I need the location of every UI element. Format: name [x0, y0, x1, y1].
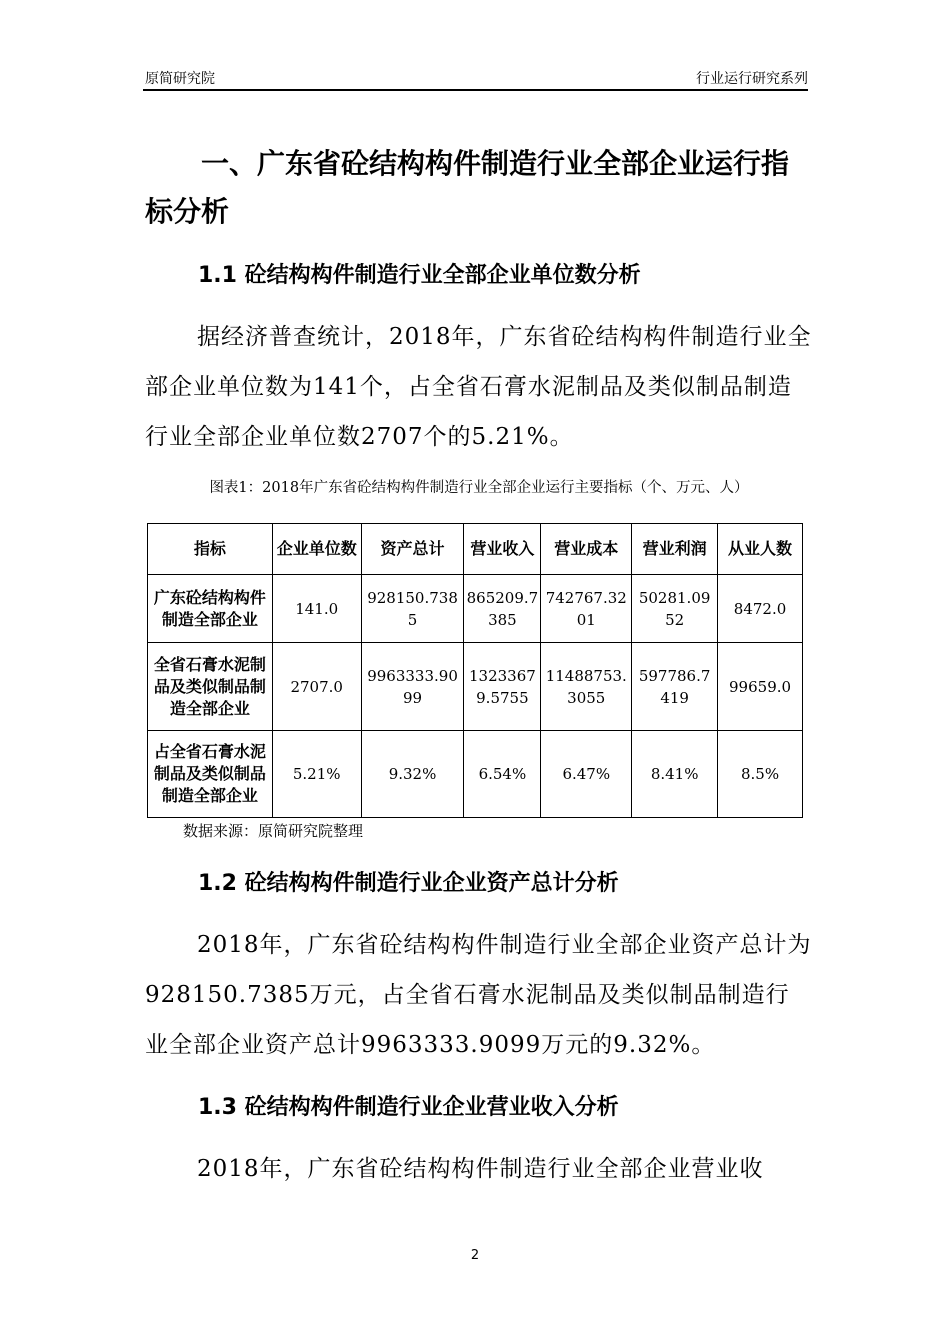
column-header: 企业单位数: [272, 524, 361, 575]
subsection-title-1-1: 1.1 砼结构构件制造行业全部企业单位数分析: [198, 263, 641, 288]
paragraph-1-3: 2018年，广东省砼结构构件制造行业全部企业营业收: [197, 1156, 764, 1182]
table-cell: 6.47%: [541, 731, 632, 818]
table-cell: 8.41%: [632, 731, 718, 818]
column-header: 资产总计: [361, 524, 464, 575]
table-cell: 9963333.9099: [361, 643, 464, 731]
table-cell: 5.21%: [272, 731, 361, 818]
table-row: [148, 575, 803, 643]
header-left: 原简研究院: [145, 71, 215, 87]
table-cell: 11488753.3055: [541, 643, 632, 731]
table-cell: 99659.0: [718, 643, 803, 731]
table-header-row: [148, 524, 803, 575]
row-label: 占全省石膏水泥制品及类似制品制造全部企业: [148, 731, 273, 818]
table-cell: 50281.0952: [632, 575, 718, 643]
table-cell: 742767.3201: [541, 575, 632, 643]
column-header: 营业利润: [632, 524, 718, 575]
column-header: 指标: [148, 524, 273, 575]
table-row: [148, 643, 803, 731]
table-cell: 141.0: [272, 575, 361, 643]
header-divider: [143, 89, 808, 91]
table-cell: 13233679.5755: [464, 643, 541, 731]
table-cell: 8.5%: [718, 731, 803, 818]
column-header: 营业收入: [464, 524, 541, 575]
page-number: 2: [470, 1248, 480, 1263]
paragraph-1-1: 据经济普查统计，2018年，广东省砼结构构件制造行业全部企业单位数为141个，占全省石膏水泥制品及类似制品制造行业全部企业单位数2707个的5.21%。: [145, 324, 812, 450]
table-cell: 8472.0: [718, 575, 803, 643]
paragraph-1-2: 2018年，广东省砼结构构件制造行业全部企业资产总计为928150.7385万元，占全省石膏水泥制品及类似制品制造行业全部企业资产总计9963333.9099万元的9.32%。: [145, 932, 812, 1058]
indicator-table: [147, 523, 803, 818]
table-cell: 865209.7385: [464, 575, 541, 643]
table-row: [148, 731, 803, 818]
table-cell: 597786.7419: [632, 643, 718, 731]
header-right: 行业运行研究系列: [696, 71, 808, 87]
table-source: 数据来源：原简研究院整理: [183, 822, 364, 840]
section-title: 一、广东省砼结构构件制造行业全部企业运行指标分析: [145, 147, 790, 228]
table-cell: 2707.0: [272, 643, 361, 731]
subsection-title-1-3: 1.3 砼结构构件制造行业企业营业收入分析: [198, 1095, 619, 1120]
row-label: 广东砼结构构件制造全部企业: [148, 575, 273, 643]
table-cell: 9.32%: [361, 731, 464, 818]
column-header: 营业成本: [541, 524, 632, 575]
table-cell: 6.54%: [464, 731, 541, 818]
column-header: 从业人数: [718, 524, 803, 575]
table-cell: 928150.7385: [361, 575, 464, 643]
row-label: 全省石膏水泥制品及类似制品制造全部企业: [148, 643, 273, 731]
table-caption: 图表1：2018年广东省砼结构构件制造行业全部企业运行主要指标（个、万元、人）: [209, 480, 749, 496]
subsection-title-1-2: 1.2 砼结构构件制造行业企业资产总计分析: [198, 871, 619, 896]
